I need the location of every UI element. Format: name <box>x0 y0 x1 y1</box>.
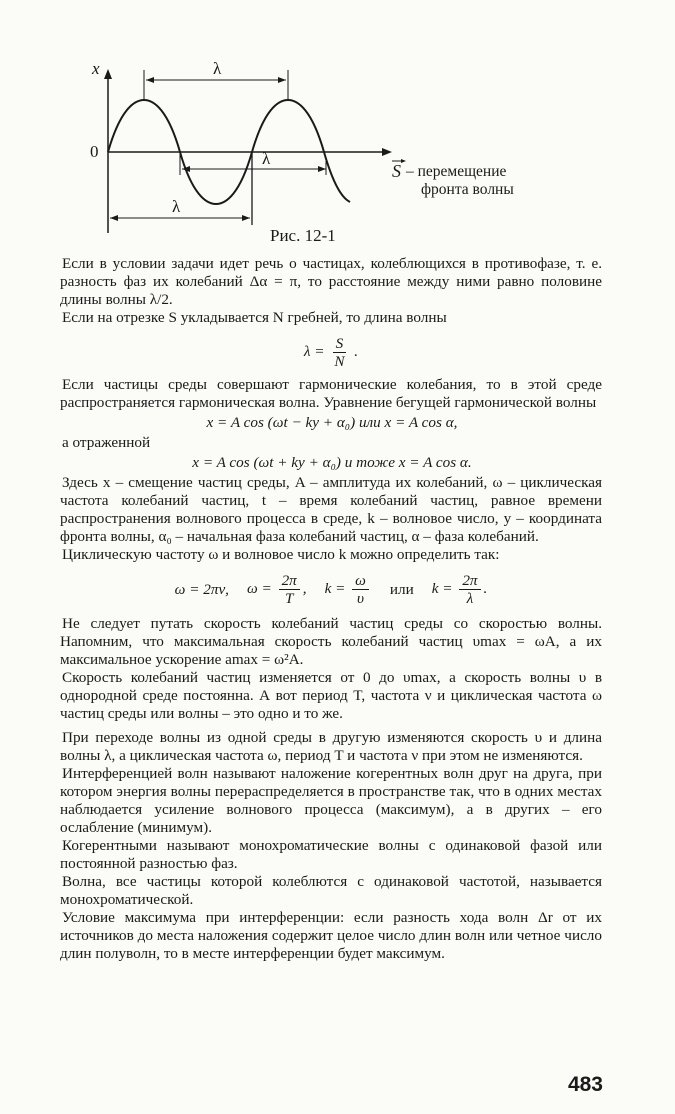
formula-part: k = <box>431 579 453 597</box>
formula-reflected-wave: x = A cos (ωt + ky + α₀) и тоже x = A cos α. <box>192 454 472 471</box>
formula-part: , <box>302 579 307 597</box>
page-number: 483 <box>567 1073 603 1096</box>
wave-diagram <box>80 55 560 255</box>
numerator: ω <box>352 572 369 590</box>
fraction <box>279 572 300 607</box>
formula-lambda <box>60 335 602 370</box>
origin-label: 0 <box>90 142 99 161</box>
paragraph: Здесь x – смещение частиц среды, A – амплитуда их колебаний, ω – циклическая частота колебаний частиц, t – время колебаний частиц, равное времени распространения волнового процесса в среде, k – волновое число, y – координата фронта волны, α₀ – начальная фаза колебаний частиц, α – фаза колебаний. <box>60 474 602 545</box>
formula-omega-k <box>60 572 602 607</box>
lambda-mid-label: λ <box>262 149 271 168</box>
formula-or: или <box>389 580 414 598</box>
formula-omega-2 <box>247 572 307 607</box>
paragraph: Волна, все частицы которой колеблются с одинаковой частотой, называется монохроматической. <box>60 873 602 908</box>
lambda-bottom-label: λ <box>172 197 181 216</box>
propagation-arrow <box>382 148 392 156</box>
numerator: 2π <box>279 572 300 590</box>
paragraph: Когерентными называют монохроматические волны с одинаковой фазой или постоянной разностью фаз. <box>60 837 602 872</box>
paragraph: Циклическую частоту ω и волновое число k можно определить так: <box>62 546 500 563</box>
paragraph: При переходе волны из одной среды в другую изменяются скорость υ и длина волны λ, а циклическая частота ω, период T и частота ν при этом не изменяются. <box>60 729 602 764</box>
denominator: υ <box>357 590 365 607</box>
x-axis-arrow <box>104 69 112 79</box>
numerator: S <box>333 335 347 353</box>
denominator: T <box>284 590 294 607</box>
paragraph: Условие максимума при интерференции: если разность хода волн Δr от их источников до места наложения содержит целое число длин волн или четное число длин полуволн, то в месте интерференции будет максимум. <box>60 909 602 962</box>
s-vector-symbol: S <box>392 161 401 181</box>
denominator: λ <box>466 590 474 607</box>
s-description-line1: – перемещение <box>406 163 507 180</box>
s-description-line2: фронта волны <box>421 181 514 198</box>
formula-part: . <box>354 342 359 360</box>
denominator: N <box>334 353 345 370</box>
figure-caption: Рис. 12-1 <box>270 226 336 245</box>
body-text <box>60 255 602 963</box>
wave-figure <box>80 55 560 255</box>
numerator: 2π <box>459 572 480 590</box>
formula-part: λ = <box>303 342 325 360</box>
lambda-top-label: λ <box>213 59 222 78</box>
paragraph: Интерференцией волн называют наложение когерентных волн друг на друга, при котором энергия волны перераспределяется в пространстве так, что в одних местах наблюдается усиление волнового процесса (максимум), а в других – его ослабление (минимум). <box>60 765 602 836</box>
formula-part: . <box>483 579 488 597</box>
fraction <box>459 572 480 607</box>
paragraph: а отраженной <box>62 434 151 451</box>
formula-k-2 <box>432 572 488 607</box>
formula-travelling-wave: x = A cos (ωt − ky + α₀) или x = A cos α, <box>206 414 458 431</box>
paragraph: Если на отрезке S укладывается N гребней, то длина волны <box>62 309 447 326</box>
formula-part: k = <box>324 579 346 597</box>
fraction <box>352 572 369 607</box>
fraction <box>331 335 347 370</box>
formula-part: ω = <box>246 579 272 597</box>
paragraph: Если в условии задачи идет речь о частицах, колеблющихся в противофазе, т. е. разность фаз их колебаний Δα = π, то расстояние между ними равно половине длины волны λ/2. <box>60 255 602 308</box>
x-axis-label: x <box>92 59 100 78</box>
formula-k-1 <box>325 572 372 607</box>
paragraph: Если частицы среды совершают гармонические колебания, то в этой среде распространяется гармоническая волна. Уравнение бегущей гармонической волны <box>60 376 602 411</box>
paragraph: Скорость колебаний частиц изменяется от 0 до υmax, а скорость волны υ в однородной среде постоянна. А вот период T, частота ν и циклическая частота ω частиц среды или волны – это одно и то же. <box>60 669 602 722</box>
paragraph: Не следует путать скорость колебаний частиц среды со скоростью волны. Напомним, что максимальная скорость колебаний частиц υmax = ωA, а их максимальное ускорение amax = ω²A. <box>60 615 602 668</box>
formula-part: ω = 2πν, <box>174 580 229 598</box>
